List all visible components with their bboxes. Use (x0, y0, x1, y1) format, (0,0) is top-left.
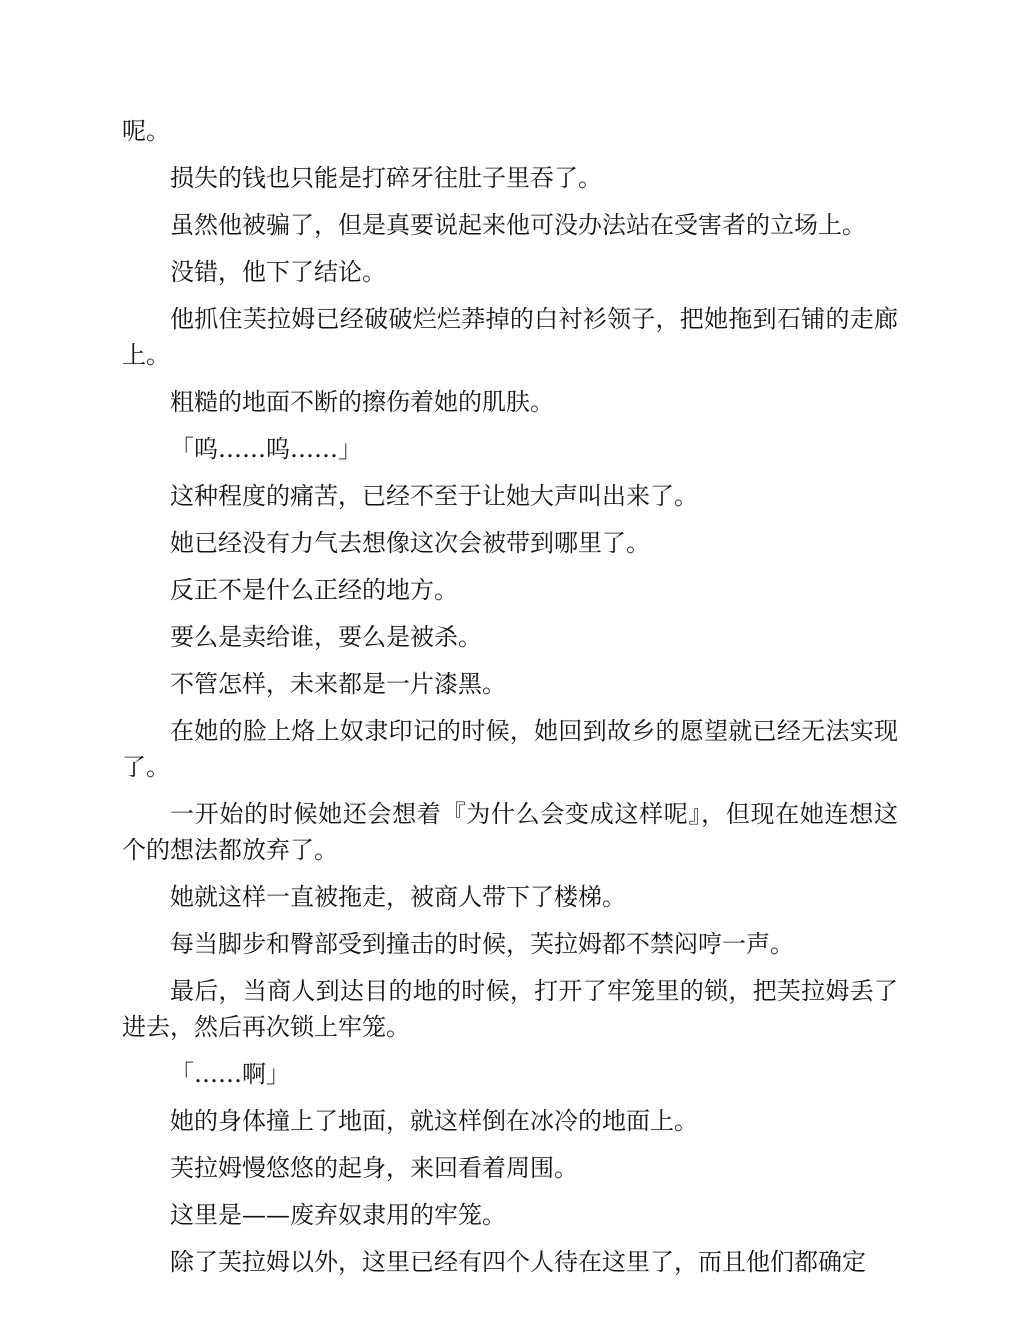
paragraph: 在她的脸上烙上奴隶印记的时候，她回到故乡的愿望就已经无法实现了。 (122, 717, 898, 781)
paragraph: 芙拉姆慢悠悠的起身，来回看着周围。 (170, 1154, 578, 1182)
paragraph: 这种程度的痛苦，已经不至于让她大声叫出来了。 (170, 482, 698, 510)
paragraph: 损失的钱也只能是打碎牙往肚子里吞了。 (170, 164, 602, 192)
paragraph: 她已经没有力气去想像这次会被带到哪里了。 (170, 529, 650, 557)
paragraph: 没错，他下了结论。 (170, 258, 386, 286)
paragraph: 最后，当商人到达目的地的时候，打开了牢笼里的锁，把芙拉姆丢了进去，然后再次锁上牢笼。 (122, 977, 898, 1041)
paragraph: 不管怎样，未来都是一片漆黑。 (170, 670, 506, 698)
paragraph: 每当脚步和臀部受到撞击的时候，芙拉姆都不禁闷哼一声。 (170, 930, 794, 958)
body-text (122, 113, 898, 1291)
paragraph: 反正不是什么正经的地方。 (170, 576, 458, 604)
paragraph: 除了芙拉姆以外，这里已经有四个人待在这里了，而且他们都确定 (170, 1248, 866, 1276)
paragraph: 粗糙的地面不断的擦伤着她的肌肤。 (170, 388, 554, 416)
paragraph: 她的身体撞上了地面，就这样倒在冰冷的地面上。 (170, 1107, 698, 1135)
paragraph: 「呜……呜……」 (170, 435, 362, 463)
paragraph: 一开始的时候她还会想着『为什么会变成这样呢』，但现在她连想这个的想法都放弃了。 (122, 800, 898, 864)
paragraph: 她就这样一直被拖走，被商人带下了楼梯。 (170, 883, 626, 911)
paragraph: 要么是卖给谁，要么是被杀。 (170, 623, 482, 651)
paragraph: 他抓住芙拉姆已经破破烂烂莽掉的白衬衫领子，把她拖到石铺的走廊上。 (122, 305, 898, 369)
paragraph: 呢。 (122, 117, 170, 145)
paragraph: 「……啊」 (170, 1060, 290, 1088)
paragraph: 这里是——废弃奴隶用的牢笼。 (170, 1201, 506, 1229)
paragraph: 虽然他被骗了，但是真要说起来他可没办法站在受害者的立场上。 (170, 211, 866, 239)
